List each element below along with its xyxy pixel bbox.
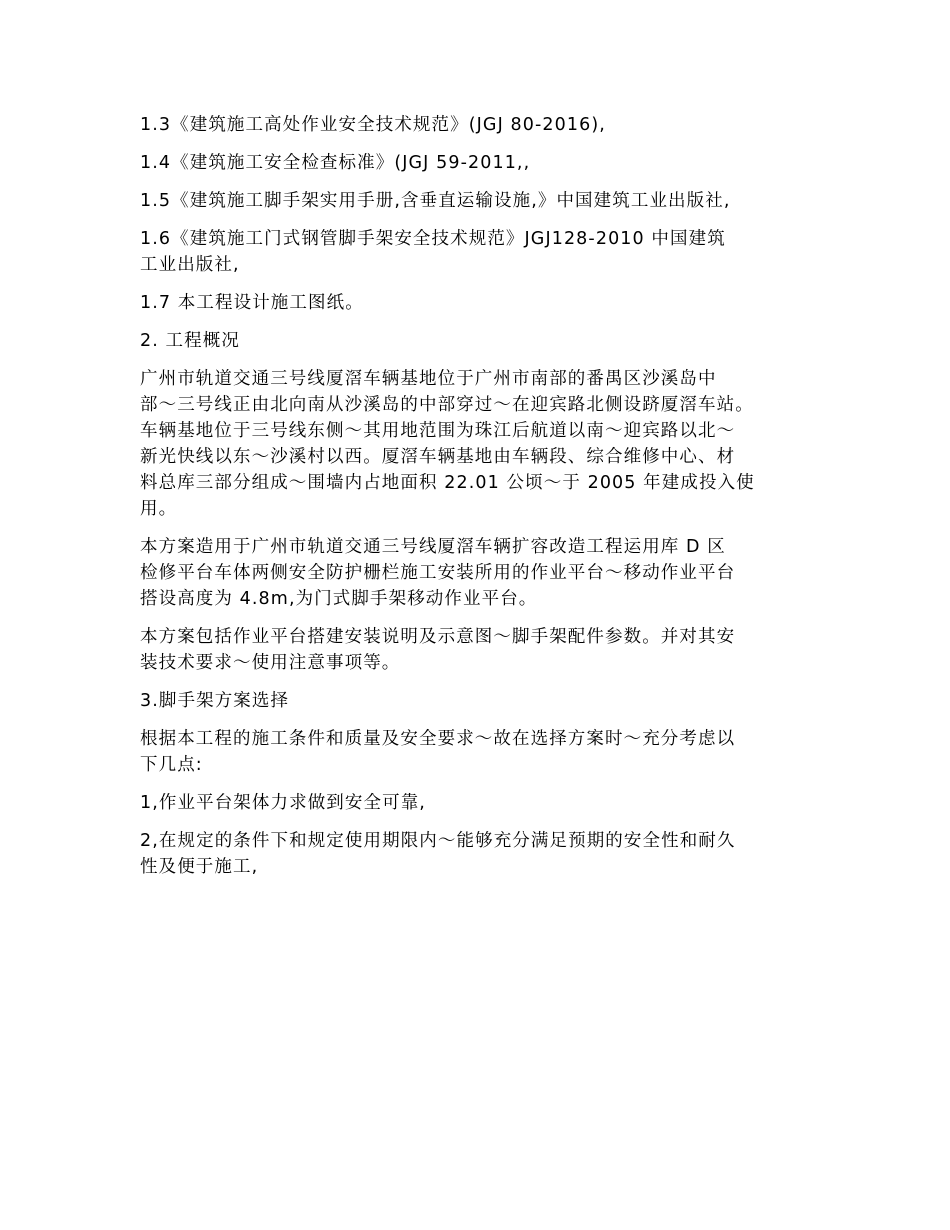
text-line: 1.4《建筑施工安全检查标准》(JGJ 59-2011,, — [140, 153, 531, 173]
text-line: 2,在规定的条件下和规定使用期限内～能够充分满足预期的安全性和耐久 — [140, 831, 736, 851]
text-line: 本方案造用于广州市轨道交通三号线厦滘车辆扩容改造工程运用库 D 区 — [140, 537, 726, 557]
text-line: 1.6《建筑施工门式钢管脚手架安全技术规范》JGJ128-2010 中国建筑 — [140, 229, 726, 249]
document-page — [140, 112, 820, 892]
reference-item-1-3 — [140, 112, 820, 138]
text-line: 本方案包括作业平台搭建安装说明及示意图～脚手架配件参数。并对其安 — [140, 627, 736, 647]
text-line: 新光快线以东～沙溪村以西。厦滘车辆基地由车辆段、综合维修中心、材 — [140, 447, 736, 467]
reference-item-1-4 — [140, 150, 820, 176]
text-line: 1.5《建筑施工脚手架实用手册,含垂直运输设施,》中国建筑工业出版社, — [140, 191, 731, 211]
text-line: 下几点: — [140, 755, 203, 775]
selection-intro-paragraph — [140, 726, 820, 778]
reference-item-1-5 — [140, 188, 820, 214]
text-line: 搭设高度为 4.8m,为门式脚手架移动作业平台。 — [140, 589, 538, 609]
text-line: 检修平台车体两侧安全防护栅栏施工安装所用的作业平台～移动作业平台 — [140, 563, 736, 583]
reference-item-1-6 — [140, 226, 820, 278]
text-line: 用。 — [140, 499, 178, 519]
text-line: 1.7 本工程设计施工图纸。 — [140, 293, 364, 313]
section-heading-scaffold-selection — [140, 688, 820, 714]
text-line: 车辆基地位于三号线东侧～其用地范围为珠江后航道以南～迎宾路以北～ — [140, 421, 736, 441]
overview-paragraph — [140, 366, 820, 522]
text-line: 2. 工程概况 — [140, 331, 240, 351]
reference-item-1-7 — [140, 290, 820, 316]
text-line: 广州市轨道交通三号线厦滘车辆基地位于广州市南部的番禺区沙溪岛中 — [140, 369, 717, 389]
text-line: 1.3《建筑施工高处作业安全技术规范》(JGJ 80-2016), — [140, 115, 606, 135]
text-line: 部～三号线正由北向南从沙溪岛的中部穿过～在迎宾路北侧设跻厦滘车站。 — [140, 395, 754, 415]
text-line: 3.脚手架方案选择 — [140, 691, 290, 711]
text-line: 1,作业平台架体力求做到安全可靠, — [140, 793, 426, 813]
selection-point-2 — [140, 828, 820, 880]
section-heading-overview — [140, 328, 820, 354]
scope-paragraph — [140, 534, 820, 612]
text-line: 料总库三部分组成～围墙内占地面积 22.01 公顷～于 2005 年建成投入使 — [140, 473, 755, 493]
text-line: 根据本工程的施工条件和质量及安全要求～故在选择方案时～充分考虑以 — [140, 729, 736, 749]
text-line: 装技术要求～使用注意事项等。 — [140, 653, 401, 673]
text-line: 工业出版社, — [140, 255, 240, 275]
selection-point-1 — [140, 790, 820, 816]
text-line: 性及便于施工, — [140, 857, 259, 877]
contents-paragraph — [140, 624, 820, 676]
